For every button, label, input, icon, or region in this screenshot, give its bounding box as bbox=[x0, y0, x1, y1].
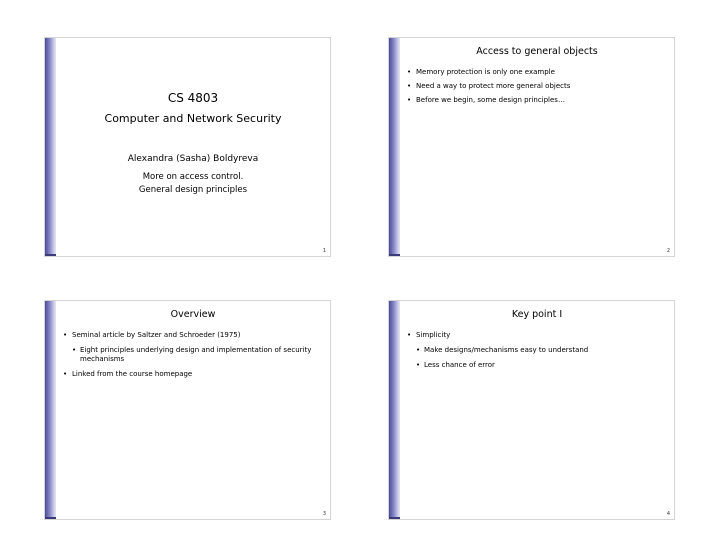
slide-accent-bar bbox=[389, 301, 400, 519]
slide-1 bbox=[44, 37, 331, 257]
page-number: 4 bbox=[666, 511, 670, 517]
slide-title: Key point I bbox=[511, 309, 563, 320]
sub-bullet-item: • Eight principles underlying design and implementation of security mechanisms bbox=[72, 346, 322, 364]
slide-title: Overview bbox=[170, 309, 216, 320]
slide-3 bbox=[44, 300, 331, 520]
bullet-item bbox=[63, 331, 322, 364]
bullet-list bbox=[407, 331, 666, 376]
slide-accent-bar bbox=[389, 38, 400, 256]
slide-accent-bar bbox=[45, 38, 56, 256]
bullet-item: • Before we begin, some design principles… bbox=[407, 96, 666, 105]
page-number: 3 bbox=[322, 511, 326, 517]
course-code: CS 4803 bbox=[167, 91, 219, 105]
bullet-item: • Memory protection is only one example bbox=[407, 68, 666, 77]
sub-bullet-item: • Make designs/mechanisms easy to understand bbox=[416, 346, 666, 355]
slide-4 bbox=[388, 300, 675, 520]
bullet-item: • Need a way to protect more general objects bbox=[407, 82, 666, 91]
slide-title: Access to general objects bbox=[476, 46, 598, 57]
page-number: 1 bbox=[322, 248, 326, 254]
sub-bullet-list bbox=[72, 346, 322, 364]
bullet-item bbox=[407, 331, 666, 370]
author-name: Alexandra (Sasha) Boldyreva bbox=[127, 154, 259, 164]
slide-2 bbox=[388, 37, 675, 257]
slide-accent-bar bbox=[45, 301, 56, 519]
course-name: Computer and Network Security bbox=[104, 112, 282, 125]
bullet-text: Simplicity bbox=[416, 331, 451, 339]
sub-bullet-item: • Less chance of error bbox=[416, 361, 666, 370]
sub-bullet-list bbox=[416, 346, 666, 370]
bullet-item: • Linked from the course homepage bbox=[63, 370, 322, 379]
page-number: 2 bbox=[666, 248, 670, 254]
subtitle-line-2: General design principles bbox=[138, 185, 248, 195]
bullet-text: Seminal article by Saltzer and Schroeder (1975) bbox=[72, 331, 241, 339]
bullet-list bbox=[63, 331, 322, 384]
subtitle-line-1: More on access control. bbox=[142, 172, 244, 182]
bullet-list bbox=[407, 68, 666, 110]
